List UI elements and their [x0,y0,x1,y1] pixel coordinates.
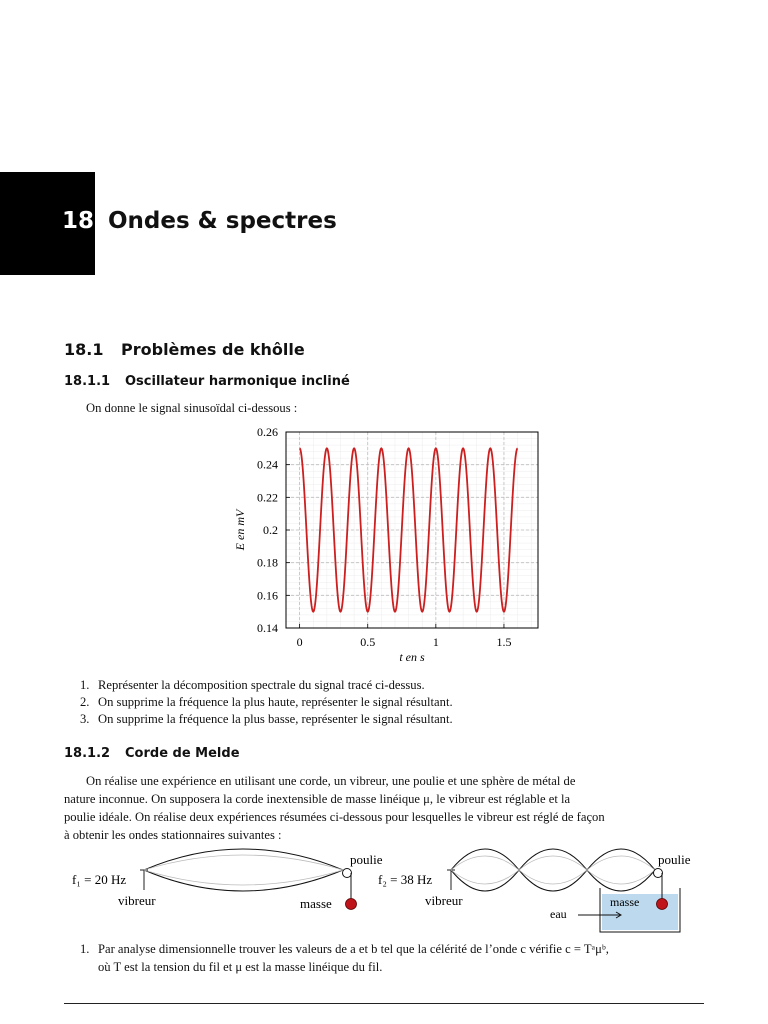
question-text: Représenter la décomposition spectrale du signal tracé ci-dessus. [98,678,425,692]
x-tick-label: 0.5 [360,635,376,649]
section-title: Problèmes de khôlle [121,340,305,359]
pulley-icon [654,869,663,878]
paragraph-line: On réalise une expérience en utilisant une corde, un vibreur, une poulie et une sphère de métal de [86,774,576,788]
y-tick-label: 0.18 [257,555,278,570]
poulie-label: poulie [658,852,691,867]
chapter-title: Ondes & spectres [108,208,337,234]
vibreur-label: vibreur [425,893,463,908]
signal-chart [220,418,550,666]
x-tick-label: 1.5 [496,635,512,649]
y-tick-label: 0.22 [257,490,278,505]
string-envelope [144,870,343,891]
string-envelope [451,849,655,891]
subsection-title: Corde de Melde [125,746,240,761]
x-tick-label: 0 [296,635,303,649]
question-text: Par analyse dimensionnelle trouver les valeurs de a et b tel que la célérité de l’onde c vérifie c = Tᵃμᵇ, [98,942,609,956]
y-tick-label: 0.2 [263,523,278,537]
list-number: 1. [80,942,90,956]
y-tick-label: 0.16 [257,588,278,603]
subsection-title: Oscillateur harmonique incliné [125,374,350,389]
left-frequency-label: f₁ = 20 Hz [72,872,127,887]
subsection-number: 18.1.1 [64,374,111,389]
list-number: 3. [80,712,90,726]
section-number: 18.1 [64,340,104,359]
paragraph-line: à obtenir les ondes stationnaires suivantes : [64,828,282,842]
y-axis-label: E en mV [233,509,247,551]
poulie-label: poulie [350,852,383,867]
pulley-icon [343,869,352,878]
intro-text: On donne le signal sinusoïdal ci-dessous : [86,401,298,415]
question-text: On supprime la fréquence la plus basse, représenter le signal résultant. [98,712,453,726]
masse-label: masse [300,896,332,911]
list-item [0,677,768,693]
y-tick-label: 0.26 [257,425,278,439]
list-item [0,959,768,975]
list-item [0,694,768,710]
chapter-number: 18 [62,208,95,234]
y-tick-label: 0.14 [257,621,278,635]
vibreur-label: vibreur [118,893,156,908]
string-envelope [144,849,343,870]
x-tick-label: 1 [432,635,439,649]
paragraph-line: poulie idéale. On réalise deux expériences résumées ci-dessous pour lesquelles le vibreur est réglé de façon [64,810,605,824]
question-text-continued: où T est la tension du fil et μ est la masse linéique du fil. [98,960,383,974]
question-text: On supprime la fréquence la plus haute, représenter le signal résultant. [98,695,453,709]
mass-sphere-icon [346,899,357,910]
left-experiment [72,849,383,911]
bottom-rule [64,1003,704,1004]
list-number: 2. [80,695,90,709]
string-envelope [451,849,655,891]
right-frequency-label: f₂ = 38 Hz [378,872,433,887]
mass-sphere-icon [657,899,668,910]
masse-label: masse [610,895,640,909]
list-item [0,941,768,957]
subsection-number: 18.1.2 [64,746,111,761]
list-number: 1. [80,678,90,692]
x-axis-label: t en s [399,650,425,664]
paragraph-line: nature inconnue. On supposera la corde inextensible de masse linéique μ, le vibreur est réglable et la [64,792,571,806]
right-experiment [378,849,691,932]
y-tick-label: 0.24 [257,457,278,472]
melde-figure [60,842,710,934]
eau-label: eau [550,907,567,921]
list-item [0,711,768,727]
